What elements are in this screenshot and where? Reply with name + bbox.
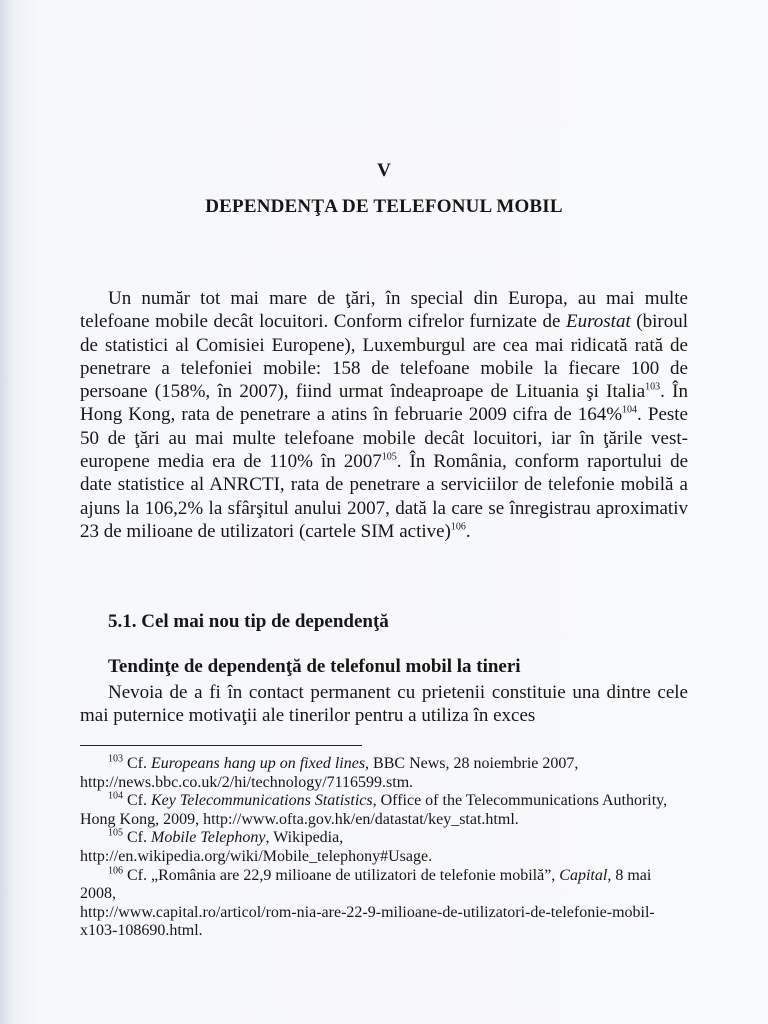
intro-text: (biroul de statistici al Comisiei Europene), Luxemburgul are cea mai ridicată rată de penetrare a telefoniei mobile: 158 de telefoane mobile la fiecare 100 de persoane (158%, în 2007), fiind urmat îndeaproape de Lituania şi Italia <box>80 311 689 403</box>
footnote-title: Europeans hang up on fixed lines <box>151 755 366 772</box>
section-paragraph-text: Nevoia de a fi în contact permanent cu prietenii constituie una dintre cele mai puternice motivaţii ale tinerilor pentru a utiliza în exces <box>80 682 688 727</box>
footnote-number: 103 <box>108 753 123 765</box>
intro-text: . În Hong Kong, rata de penetrare a atins în februarie 2009 cifra de 164% <box>80 381 688 426</box>
footnote-text: Cf. <box>123 829 151 847</box>
footnote <box>80 867 688 941</box>
footnote-title: Capital <box>559 866 608 884</box>
footnote-url[interactable]: http://en.wikipedia.org/wiki/Mobile_telephony#Usage. <box>80 847 433 865</box>
intro-text: Un număr tot mai mare de ţări, în special din Europa, au mai multe telefoane mobile decât locuitori. Conform cifrelor furnizate de <box>80 288 688 333</box>
section-paragraph <box>80 681 688 728</box>
footnote-ref-103[interactable]: 103 <box>645 381 661 393</box>
footnote-text: , 8 mai 2008, <box>80 866 652 903</box>
footnote-title: Mobile Telephony <box>151 829 266 847</box>
footnote-text: Cf. „România are 22,9 milioane de utilizatori de telefonie mobilă”, <box>123 866 560 884</box>
eurostat-term: Eurostat <box>565 311 631 333</box>
footnote <box>80 829 688 866</box>
footnote-ref-104[interactable]: 104 <box>622 405 638 417</box>
footnote-number: 105 <box>108 828 123 840</box>
subsection-heading: Tendinţe de dependenţă de telefonul mobil la tineri <box>108 656 521 677</box>
footnote-text: Cf. <box>123 755 151 772</box>
footnote <box>80 792 688 829</box>
footnote <box>80 755 688 792</box>
footnote-ref-105[interactable]: 105 <box>381 451 397 463</box>
footnote-title: Key Telecommunications Statistics <box>151 792 373 810</box>
footnote-divider <box>80 745 362 746</box>
footnote-text: , Wikipedia, <box>265 829 344 847</box>
footnotes <box>80 755 688 941</box>
intro-text: . În România, conform raportului de date statistice al ANRCTI, rata de penetrare a serviciilor de telefonie mobilă a ajuns la 106,2% la sfârşitul anului 2007, dată la care se înregistrau aproximativ 23 de milioane de utilizatori (cartele SIM active) <box>80 451 689 542</box>
footnote-number: 104 <box>108 790 123 802</box>
footnote-text: , BBC News, 28 noiembrie 2007, <box>365 755 579 772</box>
footnote-url[interactable]: http://news.bbc.co.uk/2/hi/technology/7116599.stm. <box>80 773 414 791</box>
section-heading: 5.1. Cel mai nou tip de dependenţă <box>108 611 389 632</box>
chapter-title: DEPENDENŢA DE TELEFONUL MOBIL <box>205 196 563 217</box>
footnote-text: Cf. <box>123 792 151 810</box>
intro-text: . <box>465 520 471 542</box>
intro-paragraph <box>80 287 688 543</box>
intro-text: . Peste 50 de ţări au mai multe telefoane mobile decât locuitori, iar în ţările vest-europene media era de 110% în 2007 <box>80 404 688 473</box>
footnote-number: 106 <box>108 865 123 877</box>
chapter-number: V <box>377 160 391 181</box>
footnote-text: , Office of the Telecommunications Authority, Hong Kong, 2009, http://www.ofta.gov.hk/en/datastat/key_stat.html. <box>80 792 668 828</box>
footnote-url[interactable]: http://www.capital.ro/articol/rom-nia-are-22-9-milioane-de-utilizatori-de-telefonie-mobil-x103-108690.html. <box>80 903 655 940</box>
footnote-ref-106[interactable]: 106 <box>450 521 466 533</box>
